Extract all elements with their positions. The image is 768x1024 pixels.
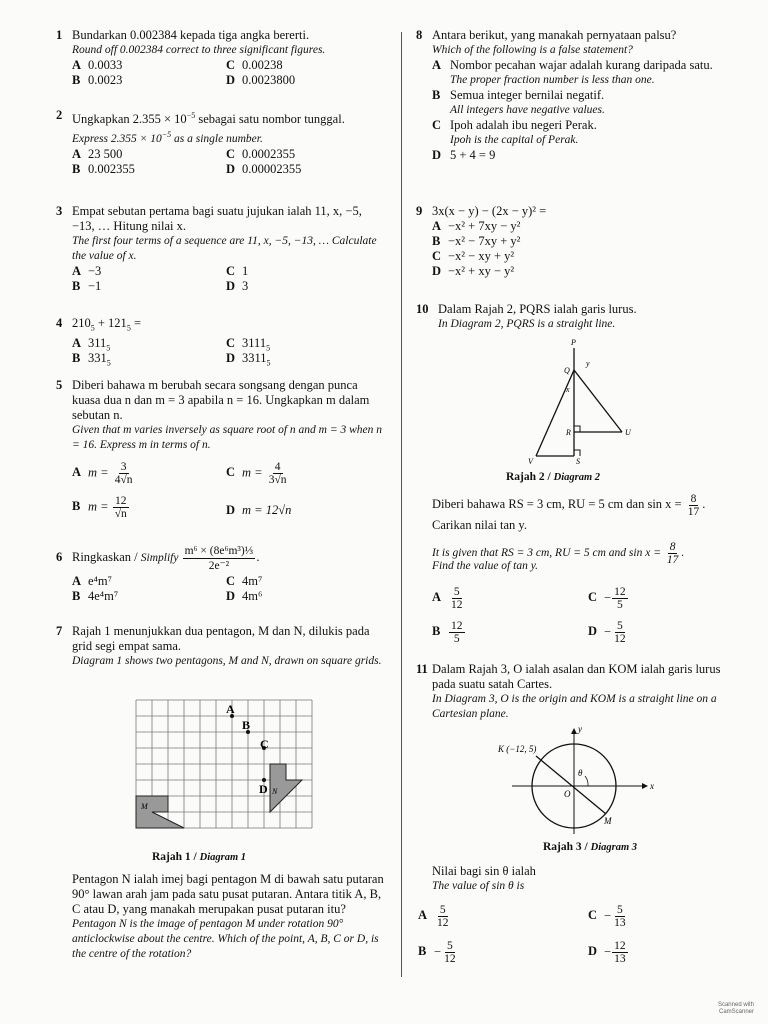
question-text-en: Diagram 1 shows two pentagons, M and N, drawn on square grids. [72,655,382,667]
option-c[interactable]: C − $\frac{5}{13}$ [588,904,626,929]
option-a[interactable]: A −x² + 7xy − y² [432,219,521,233]
label-u: U [625,428,631,437]
question-10-body [416,490,744,654]
label-m: M [604,816,612,826]
diagram-3-caption: Rajah 3 / Diagram 3 [543,841,637,853]
question-text-ms: Antara berikut, yang manakah pernyataan palsu? [432,28,677,42]
question-find-ms: Carikan nilai tan y. [432,518,527,532]
option-a[interactable]: A $\frac{5}{12}$ [432,586,463,611]
question-text-en: In Diagram 2, PQRS is a straight line. [438,318,616,330]
question-number: 11 [416,662,428,676]
label-x: x [566,385,570,394]
label-p: P [571,338,576,347]
option-c[interactable]: C 0.00238 [226,58,283,72]
option-b[interactable]: B 0.0023 [72,73,123,87]
option-b[interactable]: B m = $\frac{12}{√n}$ [72,495,127,520]
question-6 [56,540,386,604]
label-c: C [260,737,269,751]
question-number: 8 [416,28,423,42]
option-b[interactable]: B 0.002355 [72,161,135,176]
diagram-2 [526,336,646,464]
question-2 [56,108,386,177]
option-d[interactable]: D 3 [226,279,249,293]
question-5 [56,378,386,525]
option-c[interactable]: C − $\frac{12}{5}$ [588,586,626,611]
question-value-en: The value of sin θ is [432,880,525,892]
question-number: 1 [56,28,63,42]
option-d[interactable]: D 5 + 4 = 9 [432,148,496,162]
question-4 [56,316,386,366]
line-qu [574,370,622,432]
question-stem: Ringkaskan / Simplify $\frac{\text{m⁶ × (8e⁶m³)⅓}}{\text{2e⁻²}}$ . [72,544,260,572]
option-b[interactable]: B − $\frac{5}{12}$ [418,940,456,965]
option-d[interactable]: D 0.00002355 [226,161,302,176]
label-o: O [564,789,571,799]
angle-theta-arc [585,776,588,786]
line-kom [536,756,606,814]
label-theta: θ [578,768,583,778]
question-find-en: Find the value of tan y. [432,560,539,572]
option-c[interactable]: C Ipoh adalah ibu negeri Perak. Ipoh is the capital of Perak. [432,118,597,146]
label-x-axis: x [650,781,654,791]
question-text-ms: Ungkapkan $2.355 \times 10^{-5}$ sebagai satu nombor tunggal. [72,111,345,127]
question-11 [416,662,744,722]
label-s: S [576,457,580,464]
question-1 [56,28,386,88]
question-text-ms: Pentagon N ialah imej bagi pentagon M di bawah satu putaran 90° lawan arah jam pada satu pusat putaran. Antara titik A, B, C atau D, yang manakah merupakan pusat putaran itu? [72,872,384,916]
question-number: 3 [56,204,63,218]
option-b[interactable]: B 4e⁴m⁷ [72,589,119,603]
option-c[interactable]: C m = $\frac{4}{3√n}$ [226,461,287,486]
option-d[interactable]: D − $\frac{12}{13}$ [588,940,626,965]
option-b[interactable]: B −x² − 7xy + y² [432,234,521,248]
question-text-ms: Diberi bahawa m berubah secara songsang dengan punca kuasa dua n dan m = 3 apabila n = 16. Ungkapkan m dalam sebutan n. [72,378,370,422]
question-text-ms: Empat sebutan pertama bagi suatu jujukan ialah 11, x, −5, −13, … Hitung nilai x. [72,204,362,233]
question-text-en: Express $2.355 \times 10^{-5}$ as a single number. [72,130,263,145]
right-angle-s [574,450,580,456]
question-text-en: The first four terms of a sequence are 11, x, −5, −13, … Calculate the value of x. [72,235,377,262]
question-number: 10 [416,302,429,316]
option-a[interactable]: A m = $\frac{3}{4√n}$ [72,461,133,486]
option-d[interactable]: D 4m⁶ [226,589,263,603]
option-d[interactable]: D $3311_5$ [226,350,271,367]
option-a[interactable]: A −3 [72,264,102,278]
question-number: 6 [56,550,63,564]
option-c[interactable]: C 4m⁷ [226,574,263,588]
scanner-watermark: Scanned with CamScanner [717,1002,754,1015]
label-n: N [272,787,278,796]
label-b: B [242,718,251,732]
label-m: M [141,802,148,811]
diagram-1-caption: Rajah 1 / Diagram 1 [152,851,246,863]
question-10 [416,302,744,332]
diagram-3 [492,726,662,836]
diagram-1-grid [132,696,316,844]
question-text-en: In Diagram 3, O is the origin and KOM is a straight line on a Cartesian plane. [432,693,717,720]
label-a: A [226,702,235,716]
option-a[interactable]: A 23 500 [72,146,123,161]
question-number: 7 [56,624,63,638]
option-d[interactable]: D m = 12√n [226,503,292,517]
option-b[interactable]: B Semua integer bernilai negatif. All integers have negative values. [432,88,605,116]
label-y-axis: y [578,726,582,734]
question-9 [416,204,744,279]
question-7-body [56,872,386,962]
diagram-2-caption: Rajah 2 / Diagram 2 [506,471,600,483]
right-angle-r [574,426,580,432]
question-text-ms: Rajah 1 menunjukkan dua pentagon, M dan N, dilukis pada grid segi empat sama. [72,624,370,653]
column-divider [401,32,402,977]
question-7 [56,624,386,669]
question-text-en: Pentagon N is the image of pentagon M under rotation 90° anticlockwise about the centre. Which of the point, A, B, C or D, is the centre of the rotation? [72,918,379,960]
question-given-en: It is given that RS = 3 cm, RU = 5 cm and sin x = $\frac{8}{17}$ . [432,540,685,566]
label-y: y [586,359,590,368]
question-text-en: Which of the following is a false statement? [432,44,633,56]
label-q: Q [564,366,570,375]
question-text-en: Round off 0.002384 correct to three significant figures. [72,44,326,56]
label-k: K (−12, 5) [498,744,537,754]
option-a[interactable]: A Nombor pecahan wajar adalah kurang daripada satu. The proper fraction number is less than one. [432,58,713,86]
question-text-en: Given that m varies inversely as square root of n and m = 3 when n = 16. Express m in terms of n. [72,424,383,451]
option-d[interactable]: D −x² + xy − y² [432,264,515,278]
question-value-ms: Nilai bagi sin θ ialah [432,864,536,878]
question-stem: $210_5 + 121_5$ = [72,316,141,333]
option-d[interactable]: D 0.0023800 [226,73,296,87]
question-11-body [416,864,744,974]
option-a[interactable]: A $311_5$ [72,335,111,352]
label-r: R [566,428,571,437]
question-text-ms: Bundarkan 0.002384 kepada tiga angka bererti. [72,28,310,42]
question-number: 4 [56,316,63,330]
question-number: 2 [56,108,63,122]
label-v: V [528,457,533,464]
option-d[interactable]: D − $\frac{5}{12}$ [588,620,626,645]
option-c[interactable]: C 1 [226,264,249,278]
option-b[interactable]: B $331_5$ [72,350,111,367]
y-axis-arrow [571,728,577,734]
option-c[interactable]: C −x² − xy + y² [432,249,515,263]
option-b[interactable]: B −1 [72,279,102,293]
label-d: D [259,782,268,796]
question-8 [416,28,744,163]
question-3 [56,204,386,294]
option-a[interactable]: A e⁴m⁷ [72,574,112,588]
option-b[interactable]: B $\frac{12}{5}$ [432,620,463,645]
question-stem: 3x(x − y) − (2x − y)² = [432,204,547,218]
question-text-ms: Dalam Rajah 3, O ialah asalan dan KOM ialah garis lurus pada suatu satah Cartes. [432,662,721,691]
x-axis-arrow [642,783,648,789]
option-c[interactable]: C $3111_5$ [226,335,271,352]
question-number: 9 [416,204,423,218]
question-number: 5 [56,378,63,392]
option-c[interactable]: C 0.0002355 [226,146,296,161]
option-a[interactable]: A 0.0033 [72,58,123,72]
option-a[interactable]: A $\frac{5}{12}$ [418,904,449,929]
question-text-ms: Dalam Rajah 2, PQRS ialah garis lurus. [438,302,637,316]
line-qv [536,370,574,456]
question-given-ms: Diberi bahawa RS = 3 cm, RU = 5 cm dan sin x = $\frac{8}{17}$ . [432,492,706,518]
